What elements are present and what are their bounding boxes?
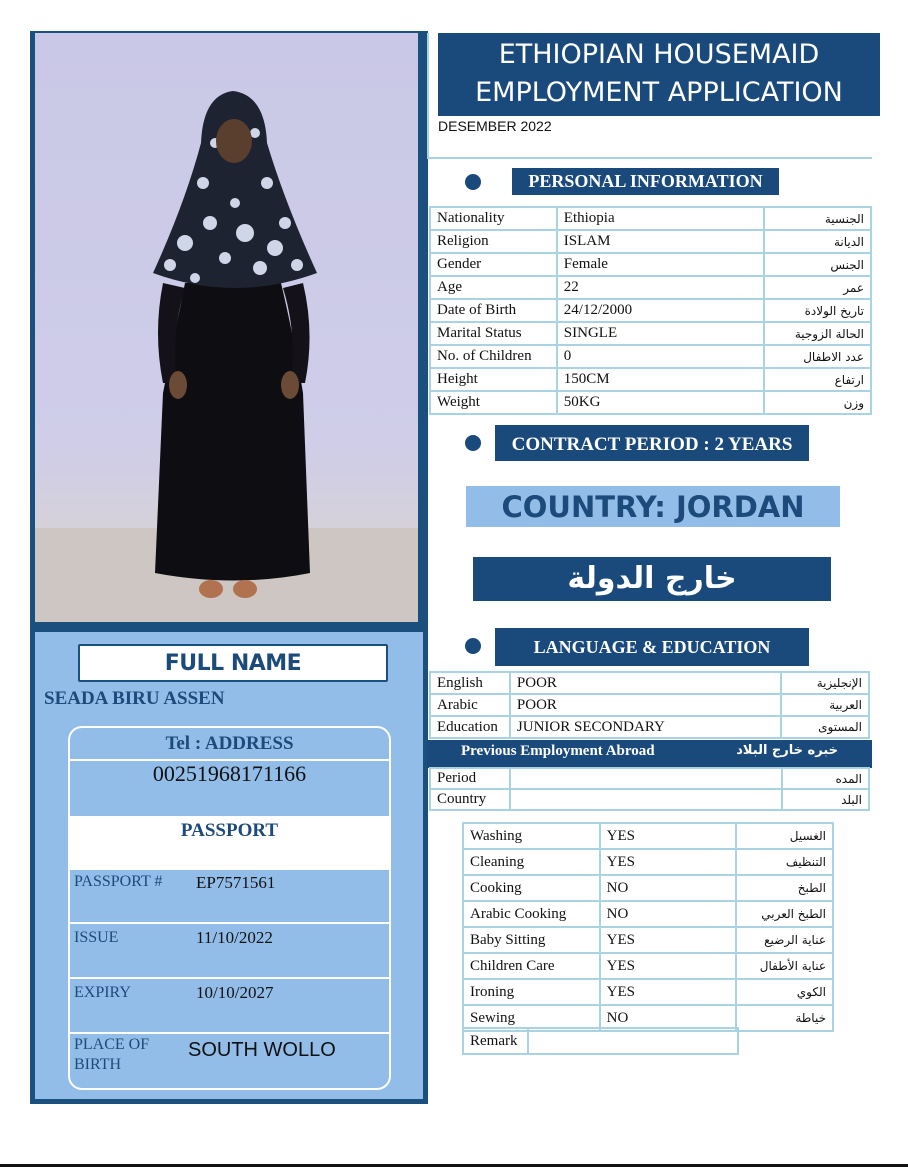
skill-row bbox=[463, 953, 833, 979]
skill-row bbox=[463, 875, 833, 901]
personal-row-value: ISLAM bbox=[557, 230, 765, 253]
language-row-arabic-label: المستوى bbox=[781, 716, 869, 738]
personal-row-arabic-label: الجنس bbox=[764, 253, 871, 276]
passport-number-value: EP7571561 bbox=[196, 873, 276, 892]
language-row-label: English bbox=[430, 672, 510, 694]
divider bbox=[427, 157, 872, 159]
title-line-1: ETHIOPIAN HOUSEMAID bbox=[498, 39, 820, 70]
language-row-arabic-label: الإنجليزية bbox=[781, 672, 869, 694]
issue-date: 11/10/2022 bbox=[196, 928, 273, 947]
full-name-label: FULL NAME bbox=[78, 644, 388, 682]
skill-row-value: YES bbox=[600, 927, 737, 953]
divider bbox=[68, 977, 391, 979]
skill-row-value: NO bbox=[600, 1005, 737, 1031]
personal-row-value: 24/12/2000 bbox=[557, 299, 765, 322]
skill-row-label: Children Care bbox=[463, 953, 600, 979]
applicant-figure bbox=[35, 33, 418, 622]
skill-row-arabic-label: خياطة bbox=[736, 1005, 833, 1031]
skills-table bbox=[462, 822, 834, 1032]
personal-row-label: Height bbox=[430, 368, 557, 391]
place-of-birth-label-2: BIRTH bbox=[74, 1056, 122, 1073]
personal-row-arabic-label: الديانة bbox=[764, 230, 871, 253]
personal-row-arabic-label: عدد الاطفال bbox=[764, 345, 871, 368]
remark-value bbox=[528, 1028, 738, 1054]
skill-row bbox=[463, 901, 833, 927]
remark-table bbox=[462, 1027, 739, 1055]
place-of-birth-label-1: PLACE OF bbox=[74, 1036, 150, 1053]
personal-row-value: 0 bbox=[557, 345, 765, 368]
skill-row-arabic-label: عناية الأطفال bbox=[736, 953, 833, 979]
previous-row-arabic-label: البلد bbox=[782, 789, 869, 810]
language-row bbox=[430, 672, 869, 694]
applicant-photo bbox=[35, 33, 418, 622]
previous-row bbox=[430, 768, 869, 789]
language-row-value: POOR bbox=[510, 672, 781, 694]
skill-row-label: Cleaning bbox=[463, 849, 600, 875]
abroad-label-arabic: خارج الدولة bbox=[473, 557, 831, 601]
skill-row bbox=[463, 927, 833, 953]
skill-row-arabic-label: الكوي bbox=[736, 979, 833, 1005]
personal-row-arabic-label: وزن bbox=[764, 391, 871, 414]
skill-row-value: YES bbox=[600, 953, 737, 979]
personal-row-label: Marital Status bbox=[430, 322, 557, 345]
skill-row-label: Cooking bbox=[463, 875, 600, 901]
skill-row-label: Washing bbox=[463, 823, 600, 849]
previous-employment-table bbox=[429, 767, 870, 811]
expiry-date: 10/10/2027 bbox=[196, 983, 274, 1002]
language-row-value: POOR bbox=[510, 694, 781, 716]
personal-row bbox=[430, 253, 871, 276]
skill-row bbox=[463, 979, 833, 1005]
previous-employment-title: Previous Employment Abroad bbox=[461, 743, 655, 759]
personal-row bbox=[430, 207, 871, 230]
personal-row-value: 50KG bbox=[557, 391, 765, 414]
divider bbox=[427, 33, 429, 158]
personal-row bbox=[430, 391, 871, 414]
destination-country: COUNTRY: JORDAN bbox=[466, 486, 840, 527]
skill-row-value: YES bbox=[600, 823, 737, 849]
personal-row bbox=[430, 368, 871, 391]
previous-row bbox=[430, 789, 869, 810]
passport-title: PASSPORT bbox=[180, 820, 279, 841]
language-row-value: JUNIOR SECONDARY bbox=[510, 716, 781, 738]
skill-row-label: Sewing bbox=[463, 1005, 600, 1031]
divider bbox=[68, 922, 391, 924]
document-date: DESEMBER 2022 bbox=[438, 118, 552, 134]
skill-row bbox=[463, 849, 833, 875]
remark-label: Remark bbox=[463, 1028, 528, 1054]
personal-row bbox=[430, 345, 871, 368]
skill-row-arabic-label: التنظيف bbox=[736, 849, 833, 875]
personal-row-label: Weight bbox=[430, 391, 557, 414]
contract-period: CONTRACT PERIOD : 2 YEARS bbox=[495, 425, 809, 461]
language-row bbox=[430, 694, 869, 716]
previous-row-label: Period bbox=[430, 768, 510, 789]
full-name-value: SEADA BIRU ASSEN bbox=[44, 688, 225, 709]
personal-row-arabic-label: عمر bbox=[764, 276, 871, 299]
personal-row-label: Gender bbox=[430, 253, 557, 276]
personal-row-value: SINGLE bbox=[557, 322, 765, 345]
personal-row bbox=[430, 299, 871, 322]
language-table bbox=[429, 671, 870, 739]
title-line-2: EMPLOYMENT APPLICATION bbox=[475, 77, 843, 108]
bullet-icon bbox=[465, 174, 481, 190]
personal-row-value: 150CM bbox=[557, 368, 765, 391]
personal-row bbox=[430, 276, 871, 299]
page-title bbox=[438, 33, 880, 116]
skill-row-value: NO bbox=[600, 901, 737, 927]
skill-row-label: Ironing bbox=[463, 979, 600, 1005]
previous-row-value bbox=[510, 789, 782, 810]
bullet-icon bbox=[465, 638, 481, 654]
language-education-heading: LANGUAGE & EDUCATION bbox=[495, 628, 809, 666]
personal-row-label: No. of Children bbox=[430, 345, 557, 368]
bullet-icon bbox=[465, 435, 481, 451]
language-row-label: Education bbox=[430, 716, 510, 738]
skill-row bbox=[463, 823, 833, 849]
place-of-birth-value: SOUTH WOLLO bbox=[188, 1039, 336, 1061]
skill-row-arabic-label: الطبخ bbox=[736, 875, 833, 901]
tel-address-label: Tel : ADDRESS bbox=[165, 733, 294, 754]
previous-row-label: Country bbox=[430, 789, 510, 810]
previous-employment-title-arabic: خبره خارج البلاد bbox=[736, 743, 838, 758]
skill-row-label: Baby Sitting bbox=[463, 927, 600, 953]
skill-row-label: Arabic Cooking bbox=[463, 901, 600, 927]
personal-row-label: Religion bbox=[430, 230, 557, 253]
divider bbox=[68, 1032, 391, 1034]
issue-label: ISSUE bbox=[74, 929, 119, 946]
personal-info-heading: PERSONAL INFORMATION bbox=[512, 168, 779, 195]
skill-row-value: YES bbox=[600, 849, 737, 875]
personal-info-table bbox=[429, 206, 872, 415]
personal-row-label: Age bbox=[430, 276, 557, 299]
skill-row-arabic-label: الطبخ العربي bbox=[736, 901, 833, 927]
personal-row-label: Nationality bbox=[430, 207, 557, 230]
personal-row-value: Female bbox=[557, 253, 765, 276]
personal-row-arabic-label: الجنسية bbox=[764, 207, 871, 230]
tel-value: 00251968171166 bbox=[152, 761, 307, 786]
personal-row-arabic-label: ارتفاع bbox=[764, 368, 871, 391]
expiry-label: EXPIRY bbox=[74, 984, 131, 1001]
language-row-label: Arabic bbox=[430, 694, 510, 716]
personal-row-arabic-label: الحالة الزوجية bbox=[764, 322, 871, 345]
previous-row-value bbox=[510, 768, 782, 789]
personal-row-arabic-label: تاريخ الولادة bbox=[764, 299, 871, 322]
skill-row-arabic-label: الغسيل bbox=[736, 823, 833, 849]
language-row bbox=[430, 716, 869, 738]
page-bottom-rule bbox=[0, 1164, 908, 1167]
personal-row-value: Ethiopia bbox=[557, 207, 765, 230]
skill-row-value: YES bbox=[600, 979, 737, 1005]
skill-row-arabic-label: عناية الرضيع bbox=[736, 927, 833, 953]
personal-row-value: 22 bbox=[557, 276, 765, 299]
previous-employment-bar bbox=[427, 740, 872, 768]
personal-row bbox=[430, 230, 871, 253]
skill-row-value: NO bbox=[600, 875, 737, 901]
passport-number-label: PASSPORT # bbox=[74, 873, 163, 890]
personal-row bbox=[430, 322, 871, 345]
personal-row-label: Date of Birth bbox=[430, 299, 557, 322]
language-row-arabic-label: العربية bbox=[781, 694, 869, 716]
previous-row-arabic-label: المده bbox=[782, 768, 869, 789]
